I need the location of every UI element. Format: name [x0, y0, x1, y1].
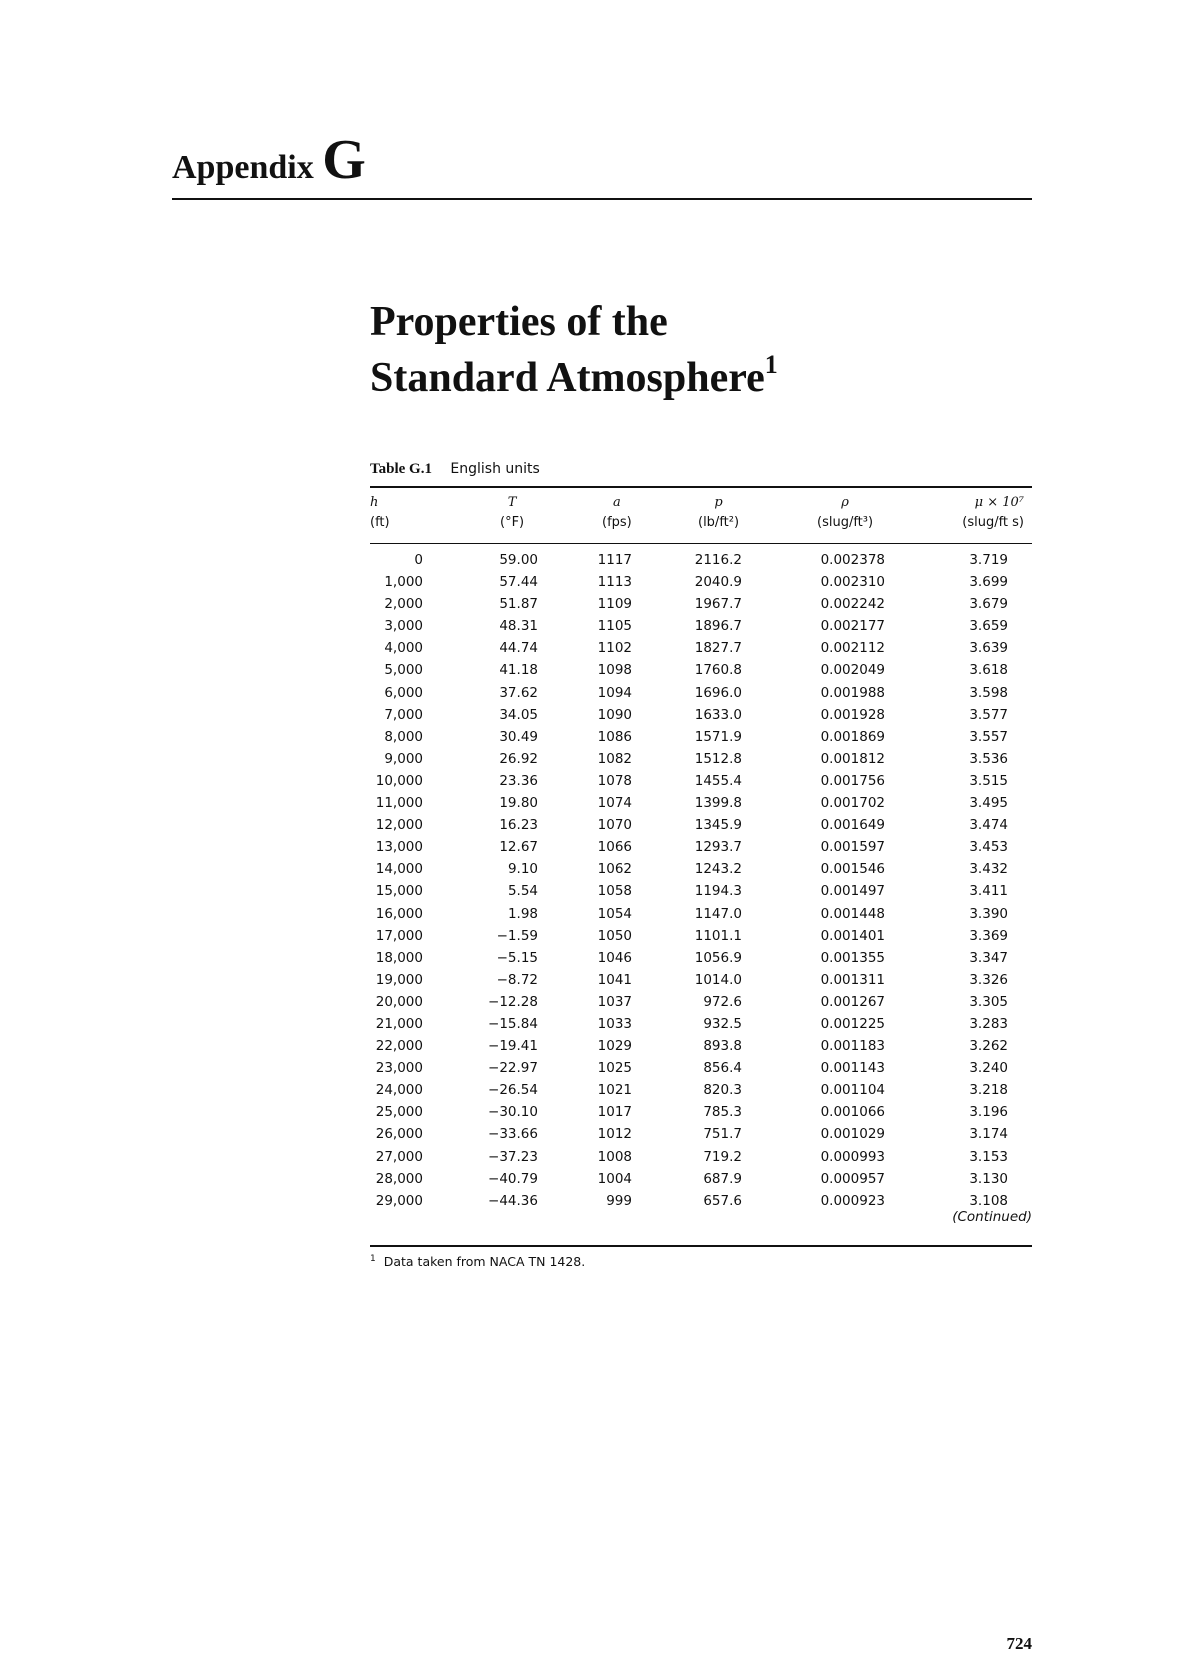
cell-a: 1109	[597, 596, 632, 613]
cell-mu: 3.536	[969, 750, 1008, 767]
table-row	[370, 637, 1032, 659]
cell-p: 820.3	[703, 1082, 742, 1099]
cell-t: −15.84	[488, 1015, 538, 1032]
cell-mu: 3.130	[969, 1170, 1008, 1187]
cell-t: −33.66	[488, 1126, 538, 1143]
cell-rho: 0.002378	[820, 552, 885, 568]
cell-mu: 3.577	[969, 706, 1008, 723]
cell-t: −22.97	[488, 1060, 538, 1077]
cell-t: 1.98	[507, 905, 538, 922]
cell-rho: 0.002242	[820, 596, 885, 613]
table-row	[370, 770, 1032, 792]
table-top-rule	[370, 486, 1032, 488]
cell-a: 1012	[597, 1126, 632, 1143]
cell-mu: 3.326	[969, 971, 1008, 988]
cell-mu: 3.618	[969, 662, 1008, 679]
table-row	[370, 969, 1032, 991]
cell-p: 1147.0	[694, 905, 742, 922]
table-row	[370, 880, 1032, 902]
table-caption	[370, 461, 540, 478]
cell-p: 1243.2	[694, 861, 742, 878]
column-header-t	[500, 493, 524, 533]
column-unit: (lb/ft²)	[698, 515, 740, 530]
cell-a: 1070	[597, 817, 632, 834]
cell-t: −26.54	[488, 1082, 538, 1099]
cell-p: 657.6	[703, 1192, 742, 1209]
cell-rho: 0.001812	[820, 750, 885, 767]
cell-h: 13,000	[375, 839, 423, 856]
cell-rho: 0.002049	[820, 662, 885, 679]
cell-t: −12.28	[488, 993, 538, 1010]
footnote-text: Data taken from NACA TN 1428.	[383, 1254, 586, 1270]
cell-t: −5.15	[496, 949, 538, 966]
cell-rho: 0.001104	[820, 1082, 885, 1099]
cell-a: 1033	[597, 1015, 632, 1032]
continued-note: (Continued)	[952, 1209, 1032, 1225]
cell-h: 28,000	[375, 1170, 423, 1187]
cell-rho: 0.000957	[820, 1170, 885, 1187]
cell-p: 751.7	[703, 1126, 742, 1143]
column-header-rho	[817, 493, 873, 533]
cell-p: 1056.9	[694, 949, 742, 966]
cell-h: 9,000	[384, 750, 423, 767]
cell-h: 15,000	[375, 883, 423, 900]
cell-rho: 0.001988	[820, 684, 885, 701]
cell-p: 785.3	[703, 1104, 742, 1121]
cell-a: 1105	[597, 618, 632, 635]
cell-rho: 0.002112	[820, 640, 885, 657]
cell-a: 1008	[597, 1148, 632, 1165]
cell-t: 16.23	[499, 817, 538, 834]
cell-t: 41.18	[499, 662, 538, 679]
cell-a: 1082	[597, 750, 632, 767]
cell-t: −19.41	[488, 1038, 538, 1055]
cell-p: 1633.0	[694, 706, 742, 723]
cell-h: 0	[414, 552, 423, 568]
cell-rho: 0.001143	[820, 1060, 885, 1077]
cell-p: 719.2	[703, 1148, 742, 1165]
cell-p: 972.6	[703, 993, 742, 1010]
table-row	[370, 726, 1032, 748]
cell-h: 12,000	[375, 817, 423, 834]
column-unit: (ft)	[370, 515, 390, 530]
cell-rho: 0.001756	[820, 772, 885, 789]
cell-t: 12.67	[499, 839, 538, 856]
cell-t: 57.44	[499, 574, 538, 591]
cell-a: 1086	[597, 728, 632, 745]
cell-p: 1014.0	[694, 971, 742, 988]
cell-mu: 3.557	[969, 728, 1008, 745]
cell-rho: 0.002177	[820, 618, 885, 635]
cell-a: 1058	[597, 883, 632, 900]
heading-rule	[172, 198, 1032, 200]
footnote-mark: 1	[370, 1254, 376, 1264]
cell-h: 4,000	[384, 640, 423, 657]
cell-h: 11,000	[375, 795, 423, 812]
cell-t: 34.05	[499, 706, 538, 723]
cell-mu: 3.390	[969, 905, 1008, 922]
cell-t: 5.54	[507, 883, 538, 900]
cell-p: 856.4	[703, 1060, 742, 1077]
cell-rho: 0.001649	[820, 817, 885, 834]
cell-a: 1098	[597, 662, 632, 679]
cell-h: 27,000	[375, 1148, 423, 1165]
table-row	[370, 1079, 1032, 1101]
cell-mu: 3.218	[969, 1082, 1008, 1099]
cell-mu: 3.369	[969, 927, 1008, 944]
table-row	[370, 858, 1032, 880]
chapter-title-line-1: Properties of the	[370, 299, 668, 345]
cell-rho: 0.001401	[820, 927, 885, 944]
cell-h: 26,000	[375, 1126, 423, 1143]
cell-mu: 3.305	[969, 993, 1008, 1010]
appendix-heading	[172, 130, 366, 198]
table-row	[370, 991, 1032, 1013]
cell-a: 1017	[597, 1104, 632, 1121]
cell-mu: 3.679	[969, 596, 1008, 613]
cell-t: −30.10	[488, 1104, 538, 1121]
cell-t: −40.79	[488, 1170, 538, 1187]
table-row	[370, 1101, 1032, 1123]
cell-rho: 0.001311	[820, 971, 885, 988]
table-header-rule	[370, 543, 1032, 544]
cell-p: 1293.7	[694, 839, 742, 856]
cell-mu: 3.174	[969, 1126, 1008, 1143]
cell-a: 1102	[597, 640, 632, 657]
cell-mu: 3.598	[969, 684, 1008, 701]
table-row	[370, 1123, 1032, 1145]
cell-a: 1054	[597, 905, 632, 922]
cell-a: 1074	[597, 795, 632, 812]
cell-a: 1113	[597, 574, 632, 591]
cell-rho: 0.000923	[820, 1192, 885, 1209]
cell-p: 2116.2	[694, 552, 742, 568]
cell-mu: 3.699	[969, 574, 1008, 591]
table-row	[370, 1146, 1032, 1168]
column-header-h	[370, 493, 390, 533]
table-row	[370, 1035, 1032, 1057]
cell-h: 3,000	[384, 618, 423, 635]
column-header-a	[602, 493, 632, 533]
cell-p: 1760.8	[694, 662, 742, 679]
cell-mu: 3.453	[969, 839, 1008, 856]
cell-mu: 3.196	[969, 1104, 1008, 1121]
cell-h: 6,000	[384, 684, 423, 701]
cell-p: 2040.9	[694, 574, 742, 591]
column-symbol: h	[370, 495, 379, 510]
column-symbol: T	[507, 495, 517, 510]
cell-p: 687.9	[703, 1170, 742, 1187]
cell-mu: 3.659	[969, 618, 1008, 635]
cell-rho: 0.001066	[820, 1104, 885, 1121]
cell-h: 8,000	[384, 728, 423, 745]
cell-p: 1696.0	[694, 684, 742, 701]
cell-mu: 3.639	[969, 640, 1008, 657]
cell-mu: 3.411	[969, 883, 1008, 900]
cell-a: 1025	[597, 1060, 632, 1077]
cell-t: 26.92	[499, 750, 538, 767]
cell-h: 10,000	[375, 772, 423, 789]
cell-h: 14,000	[375, 861, 423, 878]
cell-a: 1062	[597, 861, 632, 878]
cell-mu: 3.108	[969, 1192, 1008, 1209]
cell-t: 44.74	[499, 640, 538, 657]
table-caption-label: Table G.1	[370, 461, 432, 477]
table-caption-text: English units	[450, 461, 540, 477]
cell-a: 1066	[597, 839, 632, 856]
cell-rho: 0.001928	[820, 706, 885, 723]
cell-mu: 3.432	[969, 861, 1008, 878]
cell-a: 1004	[597, 1170, 632, 1187]
table-row	[370, 615, 1032, 637]
table-row	[370, 903, 1032, 925]
cell-rho: 0.000993	[820, 1148, 885, 1165]
cell-rho: 0.001029	[820, 1126, 885, 1143]
table-row	[370, 947, 1032, 969]
table-row	[370, 792, 1032, 814]
cell-rho: 0.001183	[820, 1038, 885, 1055]
cell-h: 18,000	[375, 949, 423, 966]
table-row	[370, 659, 1032, 681]
cell-mu: 3.347	[969, 949, 1008, 966]
cell-a: 1090	[597, 706, 632, 723]
cell-mu: 3.262	[969, 1038, 1008, 1055]
column-unit: (slug/ft s)	[962, 515, 1024, 530]
cell-t: −44.36	[488, 1192, 538, 1209]
cell-a: 1117	[597, 552, 632, 568]
cell-mu: 3.495	[969, 795, 1008, 812]
cell-t: 9.10	[507, 861, 538, 878]
cell-t: −1.59	[496, 927, 538, 944]
table-row	[370, 704, 1032, 726]
table-row	[370, 925, 1032, 947]
cell-t: 51.87	[499, 596, 538, 613]
column-header-mu	[962, 493, 1024, 533]
cell-a: 1094	[597, 684, 632, 701]
cell-p: 1194.3	[694, 883, 742, 900]
cell-t: 59.00	[499, 552, 538, 568]
cell-a: 1029	[597, 1038, 632, 1055]
cell-h: 23,000	[375, 1060, 423, 1077]
column-symbol: μ × 10⁷	[974, 495, 1024, 510]
cell-a: 1050	[597, 927, 632, 944]
column-symbol: a	[612, 495, 621, 510]
table-row	[370, 814, 1032, 836]
cell-h: 5,000	[384, 662, 423, 679]
cell-a: 1021	[597, 1082, 632, 1099]
cell-h: 7,000	[384, 706, 423, 723]
table-row	[370, 1168, 1032, 1190]
cell-p: 1827.7	[694, 640, 742, 657]
table-row	[370, 748, 1032, 770]
cell-a: 1037	[597, 993, 632, 1010]
table-row	[370, 593, 1032, 615]
cell-h: 29,000	[375, 1192, 423, 1209]
cell-rho: 0.001355	[820, 949, 885, 966]
cell-p: 932.5	[703, 1015, 742, 1032]
cell-a: 1041	[597, 971, 632, 988]
cell-p: 1571.9	[694, 728, 742, 745]
cell-h: 19,000	[375, 971, 423, 988]
column-unit: (°F)	[500, 515, 525, 530]
cell-rho: 0.001546	[820, 861, 885, 878]
page-number: 724	[1006, 1634, 1032, 1653]
chapter-title-line-2: Standard Atmosphere	[370, 355, 765, 401]
table-bottom-rule	[370, 1245, 1032, 1247]
column-symbol: ρ	[841, 495, 849, 510]
cell-t: −8.72	[496, 971, 538, 988]
cell-p: 1345.9	[694, 817, 742, 834]
cell-p: 1967.7	[694, 596, 742, 613]
cell-t: 37.62	[499, 684, 538, 701]
cell-rho: 0.001267	[820, 993, 885, 1010]
cell-t: 30.49	[499, 728, 538, 745]
cell-rho: 0.001225	[820, 1015, 885, 1032]
cell-h: 16,000	[375, 905, 423, 922]
cell-mu: 3.240	[969, 1060, 1008, 1077]
cell-p: 1455.4	[694, 772, 742, 789]
cell-a: 999	[606, 1192, 632, 1209]
cell-h: 1,000	[384, 574, 423, 591]
cell-p: 1399.8	[694, 795, 742, 812]
cell-p: 1512.8	[694, 750, 742, 767]
cell-rho: 0.002310	[820, 574, 885, 591]
table-row	[370, 1057, 1032, 1079]
table-row	[370, 1190, 1032, 1212]
column-unit: (slug/ft³)	[817, 515, 874, 530]
cell-t: 23.36	[499, 772, 538, 789]
table-row	[370, 836, 1032, 858]
cell-t: 48.31	[499, 618, 538, 635]
cell-mu: 3.283	[969, 1015, 1008, 1032]
cell-t: 19.80	[499, 795, 538, 812]
cell-rho: 0.001869	[820, 728, 885, 745]
cell-h: 24,000	[375, 1082, 423, 1099]
cell-t: −37.23	[488, 1148, 538, 1165]
cell-h: 22,000	[375, 1038, 423, 1055]
chapter-title	[370, 294, 778, 406]
cell-rho: 0.001448	[820, 905, 885, 922]
column-symbol: p	[714, 495, 723, 510]
cell-p: 1896.7	[694, 618, 742, 635]
appendix-letter: G	[322, 129, 366, 191]
appendix-word: Appendix	[172, 149, 314, 186]
table-row	[370, 1013, 1032, 1035]
cell-h: 17,000	[375, 927, 423, 944]
cell-a: 1078	[597, 772, 632, 789]
table-body	[370, 549, 1032, 1212]
cell-p: 1101.1	[694, 927, 742, 944]
cell-p: 893.8	[703, 1038, 742, 1055]
footnote	[370, 1254, 585, 1269]
cell-h: 20,000	[375, 993, 423, 1010]
cell-rho: 0.001702	[820, 795, 885, 812]
cell-h: 2,000	[384, 596, 423, 613]
cell-mu: 3.719	[969, 552, 1008, 568]
chapter-footnote-mark: 1	[764, 350, 778, 379]
column-header-p	[698, 493, 739, 533]
cell-a: 1046	[597, 949, 632, 966]
table-row	[370, 571, 1032, 593]
table-row	[370, 549, 1032, 571]
table-header	[370, 493, 1032, 537]
cell-mu: 3.474	[969, 817, 1008, 834]
cell-mu: 3.515	[969, 772, 1008, 789]
column-unit: (fps)	[602, 515, 632, 530]
cell-rho: 0.001497	[820, 883, 885, 900]
cell-mu: 3.153	[969, 1148, 1008, 1165]
cell-h: 25,000	[375, 1104, 423, 1121]
table-row	[370, 682, 1032, 704]
cell-rho: 0.001597	[820, 839, 885, 856]
cell-h: 21,000	[375, 1015, 423, 1032]
